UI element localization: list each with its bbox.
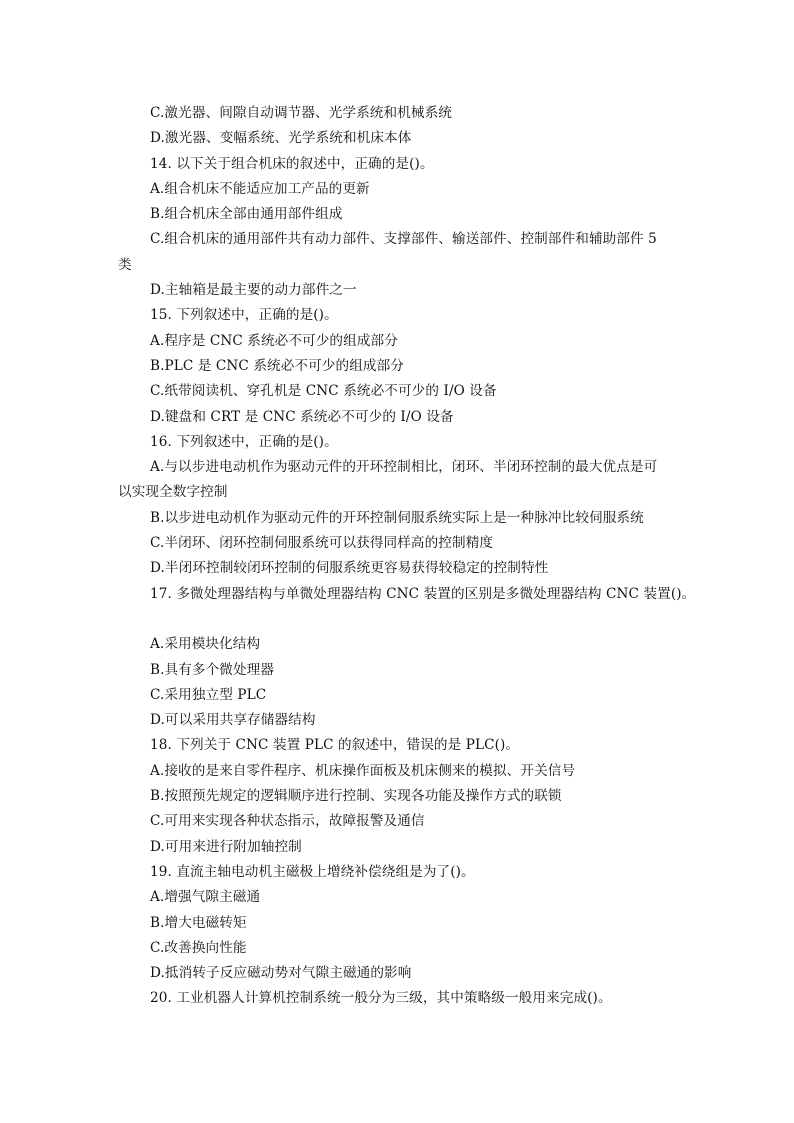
option-line: D.半闭环控制较闭环控制的伺服系统更容易获得较稳定的控制特性: [150, 560, 549, 577]
question-line: 19. 直流主轴电动机主磁极上增绕补偿绕组是为了()。: [150, 863, 475, 880]
option-line: D.主轴箱是最主要的动力部件之一: [150, 282, 357, 299]
option-line: A.采用模块化结构: [150, 636, 261, 653]
question-line: 20. 工业机器人计算机控制系统一般分为三级，其中策略级一般用来完成()。: [150, 990, 612, 1007]
option-line: D.可以采用共享存储器结构: [150, 712, 316, 729]
option-line: D.键盘和 CRT 是 CNC 系统必不可少的 I/O 设备: [150, 408, 454, 425]
option-line: C.可用来实现各种状态指示，故障报警及通信: [150, 813, 425, 830]
question-line: 15. 下列叙述中，正确的是()。: [150, 307, 338, 324]
option-line: A.程序是 CNC 系统必不可少的组成部分: [150, 332, 398, 349]
question-line: 14. 以下关于组合机床的叙述中，正确的是()。: [150, 155, 434, 172]
option-line: B.以步进电动机作为驱动元件的开环控制伺服系统实际上是一种脉冲比较伺服系统: [150, 509, 644, 526]
option-line: C.组合机床的通用部件共有动力部件、支撑部件、输送部件、控制部件和辅助部件 5: [150, 231, 657, 248]
blank-line: [0, 607, 794, 632]
option-line: B.PLC 是 CNC 系统必不可少的组成部分: [150, 357, 404, 374]
option-line: D.激光器、变幅系统、光学系统和机床本体: [150, 130, 412, 147]
option-line: C.改善换向性能: [150, 939, 247, 956]
option-line: B.按照预先规定的逻辑顺序进行控制、实现各功能及操作方式的联锁: [150, 788, 562, 805]
option-line: C.激光器、间隙自动调节器、光学系统和机械系统: [150, 105, 453, 121]
option-line: A.接收的是来自零件程序、机床操作面板及机床侧来的模拟、开关信号: [150, 762, 576, 779]
question-line: 18. 下列关于 CNC 装置 PLC 的叙述中，错误的是 PLC()。: [150, 737, 520, 754]
option-line: A.组合机床不能适应加工产品的更新: [150, 180, 370, 197]
question-line: 17. 多微处理器结构与单微处理器结构 CNC 装置的区别是多微处理器结构 CNC 装置()。: [150, 585, 696, 602]
option-line: A.与以步进电动机作为驱动元件的开环控制相比，闭环、半闭环控制的最大优点是可: [150, 459, 658, 476]
exam-question-list: [0, 101, 794, 1012]
option-line: B.增大电磁转矩: [150, 914, 247, 931]
option-line: A.增强气隙主磁通: [150, 889, 261, 906]
continuation-line: 以实现全数字控制: [118, 484, 228, 501]
question-line: 16. 下列叙述中，正确的是()。: [150, 433, 338, 450]
option-line: B.具有多个微处理器: [150, 661, 275, 678]
option-line: D.可用来进行附加轴控制: [150, 838, 302, 855]
continuation-line: 类: [118, 256, 132, 273]
option-line: B.组合机床全部由通用部件组成: [150, 206, 343, 223]
option-line: C.半闭环、闭环控制伺服系统可以获得同样高的控制精度: [150, 535, 494, 552]
option-line: D.抵消转子反应磁动势对气隙主磁通的影响: [150, 965, 412, 982]
option-line: C.采用独立型 PLC: [150, 686, 267, 703]
option-line: C.纸带阅读机、穿孔机是 CNC 系统必不可少的 I/O 设备: [150, 383, 497, 400]
